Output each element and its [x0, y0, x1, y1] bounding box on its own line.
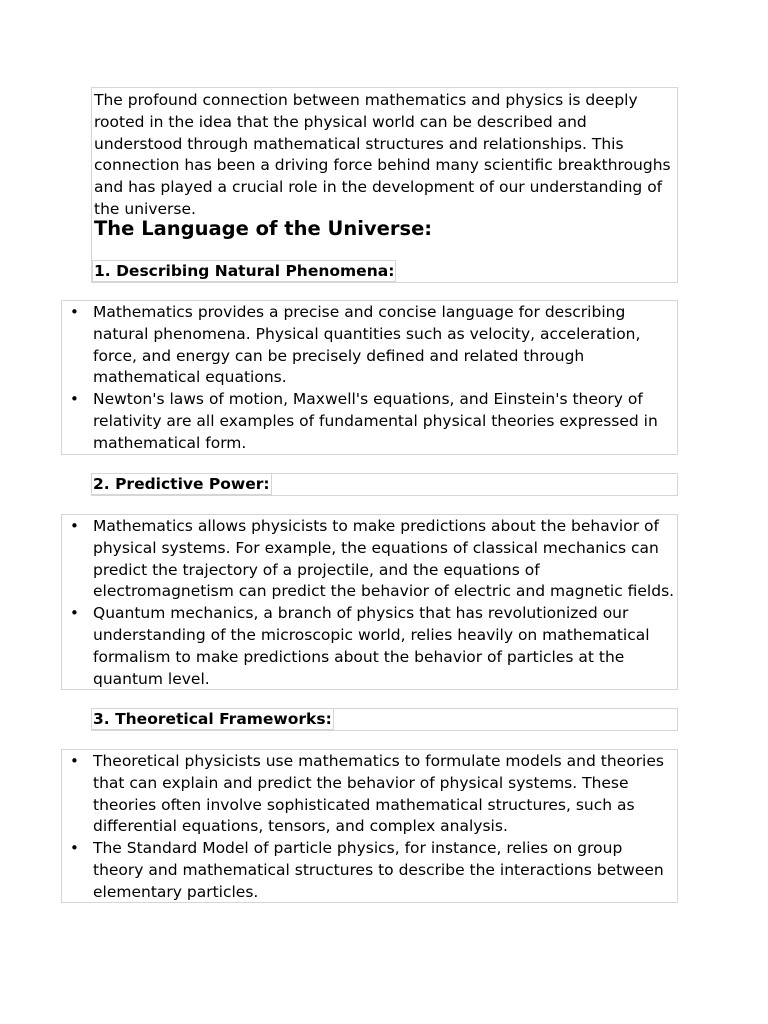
list-item-text: Newton's laws of motion, Maxwell's equations, and Einstein's theory of relativity are all examples of fundamental physical theories expressed in mathematical form.: [93, 390, 658, 452]
list-item-text: Mathematics provides a precise and concise language for describing natural phenomena. Physical quantities such as velocity, acceleration, force, and energy can be precisely defined and related through mathematical equations.: [93, 303, 641, 387]
bullet-list: [62, 751, 677, 904]
list-item: [62, 302, 677, 389]
bullet-list-section-2: [61, 514, 678, 690]
list-item: [62, 516, 677, 603]
bullet-list-section-1: [61, 300, 678, 455]
main-heading: The Language of the Universe:: [94, 217, 433, 240]
list-item-text: Theoretical physicists use mathematics to formulate models and theories that can explain and predict the behavior of physical systems. These theories often involve sophisticated mathematical structures, such as differential equations, tensors, and complex analysis.: [93, 752, 664, 836]
list-item: [62, 751, 677, 838]
section-heading-block: [91, 473, 678, 496]
section-heading-block: [91, 708, 678, 731]
list-item: [62, 389, 677, 454]
list-item: [62, 838, 677, 903]
bullet-icon: •: [70, 517, 79, 535]
list-item-text: The Standard Model of particle physics, for instance, relies on group theory and mathematical structures to describe the interactions between elementary particles.: [93, 839, 664, 901]
list-item-text: Quantum mechanics, a branch of physics that has revolutionized our understanding of the microscopic world, relies heavily on mathematical formalism to make predictions about the behavior of particles at the quantum level.: [93, 604, 650, 688]
bullet-list: [62, 302, 677, 455]
bullet-icon: •: [70, 390, 79, 409]
list-item: [62, 603, 677, 690]
intro-block: [91, 87, 678, 283]
bullet-list-section-3: [61, 749, 678, 903]
section-heading: 1. Describing Natural Phenomena:: [94, 262, 395, 280]
bullet-icon: •: [70, 303, 79, 321]
list-item-text: Mathematics allows physicists to make predictions about the behavior of physical systems. For example, the equations of classical mechanics can predict the trajectory of a projectile, and the equations of electromagnetism can predict the behavior of electric and magnetic fields.: [93, 517, 675, 601]
intro-paragraph: The profound connection between mathematics and physics is deeply rooted in the idea that the physical world can be described and understood through mathematical structures and relationships. This connection has been a driving force behind many scientific breakthroughs and has played a crucial role in the development of our understanding of the universe.: [94, 91, 671, 218]
section-heading: 3. Theoretical Frameworks:: [93, 710, 332, 728]
bullet-icon: •: [70, 604, 79, 623]
section-heading: 2. Predictive Power:: [93, 475, 270, 493]
bullet-list: [62, 516, 677, 690]
bullet-icon: •: [70, 752, 79, 770]
bullet-icon: •: [70, 839, 79, 858]
